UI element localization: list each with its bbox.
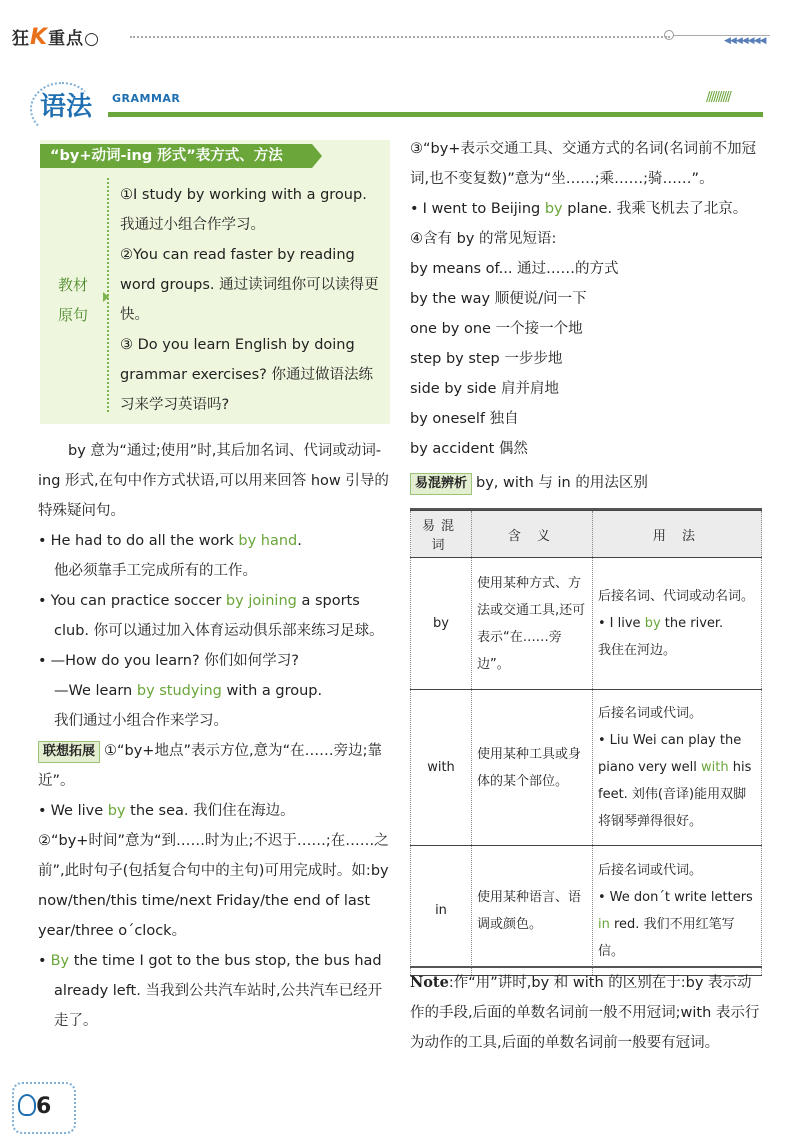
table-row — [411, 558, 762, 690]
box-sentence-1: ①I study by working with a group. 我通过小组合作学习。 — [120, 187, 367, 233]
box-label-line1: 教材 — [57, 276, 88, 294]
extension-4: ④含有 by 的常见短语: — [410, 231, 557, 247]
box-label-line2: 原句 — [57, 306, 88, 324]
phrase-item: by accident 偶然 — [410, 441, 528, 457]
box-heading: “by+动词-ing 形式”表方式、方法 — [40, 144, 312, 168]
table-cell-usage: 后接名词、代词或动名词。 • I live by the river. 我住在河边。 — [593, 558, 762, 690]
phrase-item: step by step 一步步地 — [410, 351, 563, 367]
extension-1: 联想拓展 ①“by+地点”表示方位,意为“在……旁边;靠近”。 — [38, 743, 382, 789]
extension-1-example: • We live by the sea. 我们住在海边。 — [38, 796, 390, 826]
difference-title: by, with 与 in 的用法区别 — [476, 475, 648, 491]
phrase-item: one by one 一个接一个地 — [410, 321, 583, 337]
right-column — [410, 134, 762, 498]
note-label: Note — [410, 974, 449, 991]
page-number: 6 — [36, 1094, 52, 1119]
box-sentence-3: ③ Do you learn English by doing grammar exercises? 你通过做语法练习来学习英语吗? — [120, 337, 373, 413]
extension-2-example: • By the time I got to the bus stop, the bus had already left. 当我到公共汽车站时,公共汽车已经开走了。 — [38, 946, 390, 1036]
difference-heading — [410, 468, 762, 498]
phrase-item: side by side 肩并肩地 — [410, 381, 560, 397]
table-cell-meaning: 使用某种工具或身体的某个部位。 — [472, 690, 593, 846]
table-cell-meaning: 使用某种语言、语调或颜色。 — [472, 846, 593, 976]
note-text: :作“用”讲时,by 和 with 的区别在于:by 表示动作的手段,后面的单数名词前一般不用冠词;with 表示行为动作的工具,后面的单数名词前一般要有冠词。 — [410, 975, 760, 1051]
brand-logo — [12, 24, 100, 50]
table-row — [411, 846, 762, 976]
box-sentence-2: ②You can read faster by reading word groups. 通过读词组你可以读得更快。 — [120, 247, 379, 323]
table-header-word: 易混词 — [411, 511, 472, 558]
extension-2: ②“by+时间”意为“到……时为止;不迟于……;在……之前”,此时句子(包括复合句中的主句)可用完成时。如:by now/then/this time/next Friday/the end of last year/three o´clock。 — [38, 833, 389, 939]
section-title: 语法 — [40, 92, 93, 122]
example-1: • He had to do all the work by hand. — [38, 526, 390, 556]
table-header-row — [411, 511, 762, 558]
section-subtitle: GRAMMAR — [112, 92, 181, 105]
extension-tag: 联想拓展 — [38, 741, 100, 763]
table-cell-word: by — [411, 558, 472, 690]
table-cell-usage: 后接名词或代词。 • Liu Wei can play the piano very well with his feet. 刘伟(音译)能用双脚将钢琴弹得很好。 — [593, 690, 762, 846]
table-cell-meaning: 使用某种方式、方法或交通工具,还可表示“在……旁边”。 — [472, 558, 593, 690]
double-arrow-left-icon: ◀◀◀◀◀◀◀ — [724, 36, 766, 46]
comparison-table — [410, 510, 762, 976]
example-2: • You can practice soccer by joining a sports club. 你可以通过加入体育运动俱乐部来练习足球。 — [38, 586, 390, 646]
phrase-item: by the way 顺便说/问一下 — [410, 291, 587, 307]
table-example-cn: 我住在河边。 — [598, 643, 677, 658]
table-example: • Liu Wei can play the piano very well with his feet. 刘伟(音译)能用双脚将钢琴弹得很好。 — [598, 727, 756, 835]
table-row — [411, 690, 762, 846]
difference-tag: 易混辨析 — [410, 473, 472, 495]
phrase-list — [410, 254, 762, 464]
header-dotted-rule — [130, 36, 670, 38]
table-header-usage: 用 法 — [593, 511, 762, 558]
triangle-right-icon — [103, 292, 109, 302]
example-1-cn: 他必须靠手工完成所有的工作。 — [54, 563, 257, 579]
note-paragraph — [410, 968, 762, 1058]
phrase-item: by means of... 通过……的方式 — [410, 261, 619, 277]
brand-prefix: 狂 — [12, 29, 30, 49]
brand-dot: ○ — [84, 29, 100, 49]
example-3-cn: 我们通过小组合作来学习。 — [54, 713, 228, 729]
box-label — [50, 270, 96, 330]
extension-3-example: • I went to Beijing by plane. 我乘飞机去了北京。 — [410, 194, 762, 224]
section-hatch: ////////// — [706, 90, 730, 105]
section-bar — [108, 112, 763, 117]
brand-k: K — [30, 25, 49, 50]
header-circle-icon — [664, 30, 674, 40]
table-cell-word: with — [411, 690, 472, 846]
lightbulb-icon — [18, 1094, 36, 1116]
table-example: • We don´t write letters in red. 我们不用红笔写信。 — [598, 884, 756, 965]
table-cell-word: in — [411, 846, 472, 976]
table-cell-usage: 后接名词或代词。 • We don´t write letters in red. 我们不用红笔写信。 — [593, 846, 762, 976]
box-heading-tail — [312, 144, 322, 168]
intro-paragraph: by 意为“通过;使用”时,其后加名词、代词或动词-ing 形式,在句中作方式状语,可以用来回答 how 引导的特殊疑问句。 — [38, 443, 389, 519]
example-3-answer: —We learn by studying with a group. — [54, 683, 323, 699]
table-example: • I live by the river. — [598, 610, 756, 637]
phrase-item: by oneself 独自 — [410, 411, 519, 427]
left-column — [38, 436, 390, 1036]
extension-3: ③“by+表示交通工具、交通方式的名词(名词前不加冠词,也不变复数)”意为“坐……;乘……;骑……”。 — [410, 141, 757, 187]
box-sentences — [120, 180, 380, 420]
example-3-question: • —How do you learn? 你们如何学习? — [38, 646, 390, 676]
table-header-meaning: 含 义 — [472, 511, 593, 558]
brand-suffix: 重点 — [48, 29, 85, 49]
